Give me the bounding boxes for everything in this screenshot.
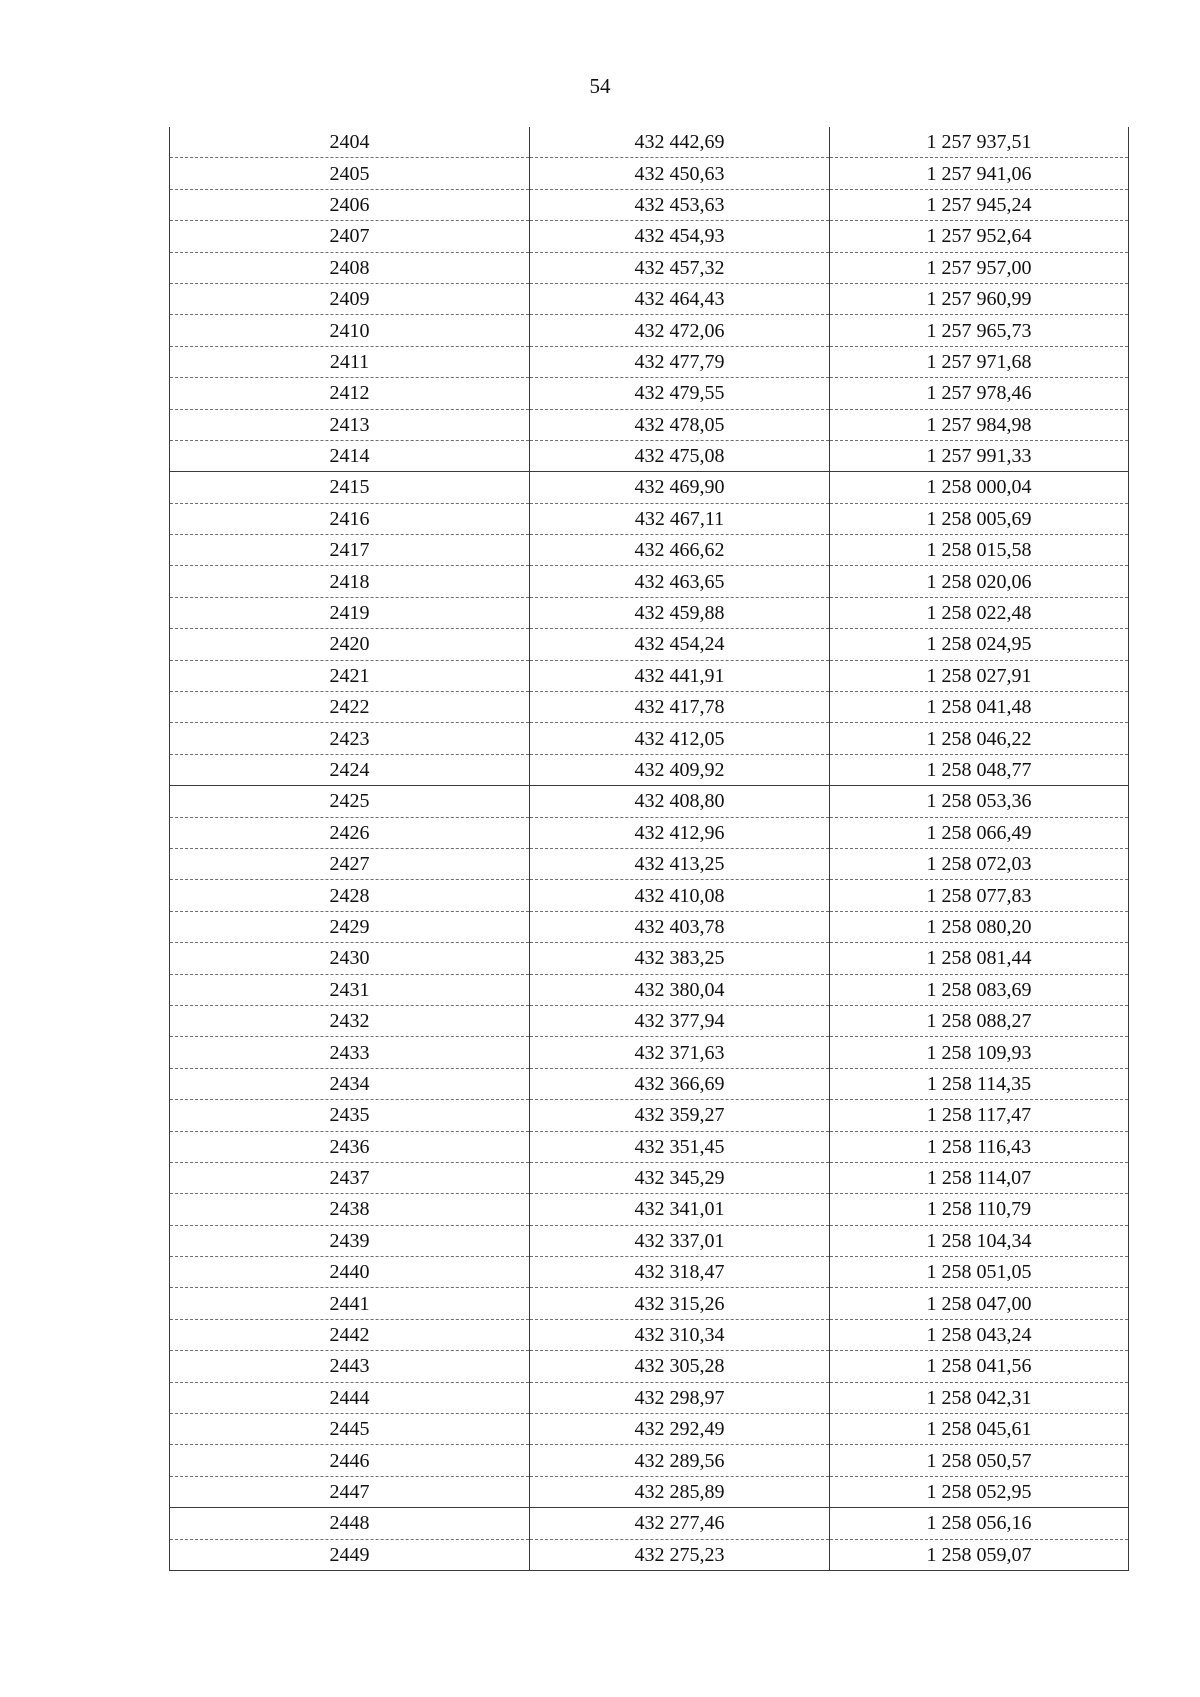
point-number-cell: 2436 <box>170 1131 530 1162</box>
table-row <box>170 566 1129 597</box>
point-number-cell: 2404 <box>170 127 530 158</box>
x-coordinate-cell: 432 285,89 <box>530 1476 830 1507</box>
table-row <box>170 660 1129 691</box>
point-number-cell: 2445 <box>170 1414 530 1445</box>
y-coordinate-cell: 1 258 000,04 <box>830 472 1129 503</box>
point-number-cell: 2418 <box>170 566 530 597</box>
table-row <box>170 440 1129 471</box>
table-row <box>170 535 1129 566</box>
table-row <box>170 189 1129 220</box>
table-row <box>170 1476 1129 1507</box>
x-coordinate-cell: 432 292,49 <box>530 1414 830 1445</box>
x-coordinate-cell: 432 453,63 <box>530 189 830 220</box>
table-row <box>170 943 1129 974</box>
y-coordinate-cell: 1 258 080,20 <box>830 911 1129 942</box>
point-number-cell: 2441 <box>170 1288 530 1319</box>
table-row <box>170 754 1129 785</box>
y-coordinate-cell: 1 257 957,00 <box>830 252 1129 283</box>
point-number-cell: 2421 <box>170 660 530 691</box>
x-coordinate-cell: 432 337,01 <box>530 1225 830 1256</box>
table-row <box>170 378 1129 409</box>
table-row <box>170 723 1129 754</box>
x-coordinate-cell: 432 403,78 <box>530 911 830 942</box>
x-coordinate-cell: 432 371,63 <box>530 1037 830 1068</box>
y-coordinate-cell: 1 257 991,33 <box>830 440 1129 471</box>
x-coordinate-cell: 432 359,27 <box>530 1100 830 1131</box>
x-coordinate-cell: 432 457,32 <box>530 252 830 283</box>
x-coordinate-cell: 432 345,29 <box>530 1162 830 1193</box>
page-number: 54 <box>589 74 611 98</box>
y-coordinate-cell: 1 257 984,98 <box>830 409 1129 440</box>
x-coordinate-cell: 432 479,55 <box>530 378 830 409</box>
y-coordinate-cell: 1 258 109,93 <box>830 1037 1129 1068</box>
y-coordinate-cell: 1 258 114,35 <box>830 1068 1129 1099</box>
point-number-cell: 2424 <box>170 754 530 785</box>
point-number-cell: 2442 <box>170 1319 530 1350</box>
point-number-cell: 2407 <box>170 221 530 252</box>
point-number-cell: 2409 <box>170 283 530 314</box>
x-coordinate-cell: 432 441,91 <box>530 660 830 691</box>
table-row <box>170 221 1129 252</box>
table-row <box>170 283 1129 314</box>
point-number-cell: 2416 <box>170 503 530 534</box>
point-number-cell: 2427 <box>170 848 530 879</box>
y-coordinate-cell: 1 257 960,99 <box>830 283 1129 314</box>
x-coordinate-cell: 432 477,79 <box>530 346 830 377</box>
x-coordinate-cell: 432 409,92 <box>530 754 830 785</box>
point-number-cell: 2414 <box>170 440 530 471</box>
x-coordinate-cell: 432 466,62 <box>530 535 830 566</box>
point-number-cell: 2448 <box>170 1508 530 1539</box>
y-coordinate-cell: 1 258 104,34 <box>830 1225 1129 1256</box>
point-number-cell: 2434 <box>170 1068 530 1099</box>
table-row <box>170 1162 1129 1193</box>
table-row <box>170 1539 1129 1570</box>
point-number-cell: 2446 <box>170 1445 530 1476</box>
table-row <box>170 1382 1129 1413</box>
y-coordinate-cell: 1 258 041,48 <box>830 692 1129 723</box>
y-coordinate-cell: 1 257 952,64 <box>830 221 1129 252</box>
y-coordinate-cell: 1 258 051,05 <box>830 1257 1129 1288</box>
x-coordinate-cell: 432 478,05 <box>530 409 830 440</box>
y-coordinate-cell: 1 258 042,31 <box>830 1382 1129 1413</box>
table-row <box>170 1445 1129 1476</box>
x-coordinate-cell: 432 472,06 <box>530 315 830 346</box>
table-row <box>170 974 1129 1005</box>
table-row <box>170 1225 1129 1256</box>
y-coordinate-cell: 1 258 047,00 <box>830 1288 1129 1319</box>
x-coordinate-cell: 432 417,78 <box>530 692 830 723</box>
y-coordinate-cell: 1 258 088,27 <box>830 1005 1129 1036</box>
x-coordinate-cell: 432 408,80 <box>530 786 830 817</box>
point-number-cell: 2422 <box>170 692 530 723</box>
x-coordinate-cell: 432 310,34 <box>530 1319 830 1350</box>
x-coordinate-cell: 432 410,08 <box>530 880 830 911</box>
y-coordinate-cell: 1 258 022,48 <box>830 597 1129 628</box>
x-coordinate-cell: 432 377,94 <box>530 1005 830 1036</box>
y-coordinate-cell: 1 258 050,57 <box>830 1445 1129 1476</box>
point-number-cell: 2433 <box>170 1037 530 1068</box>
x-coordinate-cell: 432 412,05 <box>530 723 830 754</box>
table-row <box>170 252 1129 283</box>
table-row <box>170 597 1129 628</box>
table-row <box>170 1131 1129 1162</box>
x-coordinate-cell: 432 464,43 <box>530 283 830 314</box>
y-coordinate-cell: 1 258 046,22 <box>830 723 1129 754</box>
y-coordinate-cell: 1 258 005,69 <box>830 503 1129 534</box>
y-coordinate-cell: 1 258 072,03 <box>830 848 1129 879</box>
x-coordinate-cell: 432 318,47 <box>530 1257 830 1288</box>
point-number-cell: 2412 <box>170 378 530 409</box>
x-coordinate-cell: 432 412,96 <box>530 817 830 848</box>
table-row <box>170 472 1129 503</box>
y-coordinate-cell: 1 258 020,06 <box>830 566 1129 597</box>
table-row <box>170 127 1129 158</box>
table-row <box>170 1005 1129 1036</box>
x-coordinate-cell: 432 383,25 <box>530 943 830 974</box>
point-number-cell: 2449 <box>170 1539 530 1570</box>
table-row <box>170 315 1129 346</box>
y-coordinate-cell: 1 258 083,69 <box>830 974 1129 1005</box>
point-number-cell: 2413 <box>170 409 530 440</box>
point-number-cell: 2430 <box>170 943 530 974</box>
y-coordinate-cell: 1 258 027,91 <box>830 660 1129 691</box>
table-row <box>170 911 1129 942</box>
table-row <box>170 503 1129 534</box>
y-coordinate-cell: 1 258 117,47 <box>830 1100 1129 1131</box>
y-coordinate-cell: 1 258 059,07 <box>830 1539 1129 1570</box>
point-number-cell: 2405 <box>170 158 530 189</box>
point-number-cell: 2419 <box>170 597 530 628</box>
point-number-cell: 2432 <box>170 1005 530 1036</box>
x-coordinate-cell: 432 469,90 <box>530 472 830 503</box>
y-coordinate-cell: 1 257 941,06 <box>830 158 1129 189</box>
point-number-cell: 2438 <box>170 1194 530 1225</box>
table-row <box>170 1100 1129 1131</box>
x-coordinate-cell: 432 341,01 <box>530 1194 830 1225</box>
table-row <box>170 1257 1129 1288</box>
x-coordinate-cell: 432 380,04 <box>530 974 830 1005</box>
point-number-cell: 2415 <box>170 472 530 503</box>
table-row <box>170 1194 1129 1225</box>
x-coordinate-cell: 432 289,56 <box>530 1445 830 1476</box>
table-row <box>170 1037 1129 1068</box>
table-row <box>170 1319 1129 1350</box>
x-coordinate-cell: 432 298,97 <box>530 1382 830 1413</box>
point-number-cell: 2425 <box>170 786 530 817</box>
table-row <box>170 880 1129 911</box>
point-number-cell: 2431 <box>170 974 530 1005</box>
table-row <box>170 786 1129 817</box>
y-coordinate-cell: 1 258 077,83 <box>830 880 1129 911</box>
table-row <box>170 817 1129 848</box>
point-number-cell: 2435 <box>170 1100 530 1131</box>
x-coordinate-cell: 432 351,45 <box>530 1131 830 1162</box>
x-coordinate-cell: 432 413,25 <box>530 848 830 879</box>
x-coordinate-cell: 432 459,88 <box>530 597 830 628</box>
y-coordinate-cell: 1 258 081,44 <box>830 943 1129 974</box>
y-coordinate-cell: 1 258 015,58 <box>830 535 1129 566</box>
x-coordinate-cell: 432 277,46 <box>530 1508 830 1539</box>
x-coordinate-cell: 432 463,65 <box>530 566 830 597</box>
y-coordinate-cell: 1 258 114,07 <box>830 1162 1129 1193</box>
table-row <box>170 346 1129 377</box>
table-row <box>170 409 1129 440</box>
y-coordinate-cell: 1 257 965,73 <box>830 315 1129 346</box>
point-number-cell: 2440 <box>170 1257 530 1288</box>
y-coordinate-cell: 1 258 056,16 <box>830 1508 1129 1539</box>
table-row <box>170 1414 1129 1445</box>
point-number-cell: 2437 <box>170 1162 530 1193</box>
x-coordinate-cell: 432 454,24 <box>530 629 830 660</box>
table-row <box>170 692 1129 723</box>
coordinates-table-body <box>170 127 1129 1570</box>
x-coordinate-cell: 432 275,23 <box>530 1539 830 1570</box>
point-number-cell: 2428 <box>170 880 530 911</box>
y-coordinate-cell: 1 257 945,24 <box>830 189 1129 220</box>
point-number-cell: 2417 <box>170 535 530 566</box>
y-coordinate-cell: 1 258 048,77 <box>830 754 1129 785</box>
y-coordinate-cell: 1 258 045,61 <box>830 1414 1129 1445</box>
y-coordinate-cell: 1 258 024,95 <box>830 629 1129 660</box>
y-coordinate-cell: 1 257 971,68 <box>830 346 1129 377</box>
y-coordinate-cell: 1 257 937,51 <box>830 127 1129 158</box>
x-coordinate-cell: 432 315,26 <box>530 1288 830 1319</box>
point-number-cell: 2444 <box>170 1382 530 1413</box>
table-row <box>170 1508 1129 1539</box>
coordinates-table <box>169 127 1129 1571</box>
x-coordinate-cell: 432 467,11 <box>530 503 830 534</box>
x-coordinate-cell: 432 475,08 <box>530 440 830 471</box>
point-number-cell: 2443 <box>170 1351 530 1382</box>
y-coordinate-cell: 1 258 110,79 <box>830 1194 1129 1225</box>
y-coordinate-cell: 1 258 066,49 <box>830 817 1129 848</box>
table-row <box>170 1068 1129 1099</box>
y-coordinate-cell: 1 258 116,43 <box>830 1131 1129 1162</box>
x-coordinate-cell: 432 366,69 <box>530 1068 830 1099</box>
point-number-cell: 2406 <box>170 189 530 220</box>
table-row <box>170 848 1129 879</box>
table-row <box>170 158 1129 189</box>
x-coordinate-cell: 432 305,28 <box>530 1351 830 1382</box>
point-number-cell: 2408 <box>170 252 530 283</box>
point-number-cell: 2426 <box>170 817 530 848</box>
y-coordinate-cell: 1 257 978,46 <box>830 378 1129 409</box>
table-row <box>170 629 1129 660</box>
y-coordinate-cell: 1 258 052,95 <box>830 1476 1129 1507</box>
x-coordinate-cell: 432 450,63 <box>530 158 830 189</box>
point-number-cell: 2439 <box>170 1225 530 1256</box>
x-coordinate-cell: 432 454,93 <box>530 221 830 252</box>
x-coordinate-cell: 432 442,69 <box>530 127 830 158</box>
point-number-cell: 2420 <box>170 629 530 660</box>
table-row <box>170 1351 1129 1382</box>
point-number-cell: 2423 <box>170 723 530 754</box>
point-number-cell: 2411 <box>170 346 530 377</box>
point-number-cell: 2429 <box>170 911 530 942</box>
point-number-cell: 2447 <box>170 1476 530 1507</box>
y-coordinate-cell: 1 258 053,36 <box>830 786 1129 817</box>
point-number-cell: 2410 <box>170 315 530 346</box>
y-coordinate-cell: 1 258 043,24 <box>830 1319 1129 1350</box>
table-row <box>170 1288 1129 1319</box>
y-coordinate-cell: 1 258 041,56 <box>830 1351 1129 1382</box>
